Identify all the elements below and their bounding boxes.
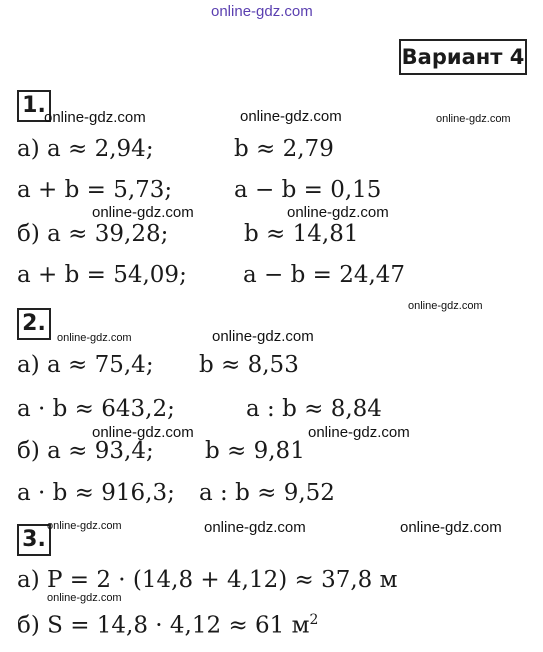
watermark: online-gdz.com (47, 592, 122, 604)
task-2-a-line-2-left: a · b ≈ 643,2; (17, 396, 175, 422)
watermark: online-gdz.com (204, 519, 306, 536)
watermark: online-gdz.com (400, 519, 502, 536)
watermark: online-gdz.com (92, 424, 194, 441)
watermark: online-gdz.com (240, 108, 342, 125)
task-3-b-superscript: 2 (309, 612, 319, 628)
task-1-b-line-1-left: б) a ≈ 39,28; (17, 221, 169, 247)
task-1-a-line-2-right: a − b = 0,15 (234, 177, 382, 203)
task-2-a-line-1-right: b ≈ 8,53 (199, 352, 299, 378)
task-3-b-line (17, 612, 318, 639)
task-2-b-line-2-right: a : b ≈ 9,52 (199, 480, 335, 506)
watermark: online-gdz.com (47, 520, 122, 532)
watermark: online-gdz.com (44, 109, 146, 126)
task-2-number: 2. (17, 308, 51, 340)
task-2-a-line-2-right: a : b ≈ 8,84 (246, 396, 382, 422)
task-1-b-line-2-right: a − b = 24,47 (243, 262, 406, 288)
task-3-number: 3. (17, 524, 51, 556)
task-1-b-line-2-left: a + b = 54,09; (17, 262, 187, 288)
task-2-b-line-1-left: б) a ≈ 93,4; (17, 438, 154, 464)
variant-title: Вариант 4 (399, 39, 527, 75)
task-1-b-line-1-right: b ≈ 14,81 (244, 221, 359, 247)
task-2-b-line-1-right: b ≈ 9,81 (205, 438, 305, 464)
watermark: online-gdz.com (308, 424, 410, 441)
task-1-a-line-2-left: a + b = 5,73; (17, 177, 173, 203)
task-3-b-text: б) S = 14,8 · 4,12 ≈ 61 м (17, 612, 310, 639)
watermark: online-gdz.com (287, 204, 389, 221)
task-2-a-line-1-left: а) a ≈ 75,4; (17, 352, 154, 378)
watermark: online-gdz.com (212, 328, 314, 345)
task-1-a-line-1-left: а) a ≈ 2,94; (17, 136, 154, 162)
watermark: online-gdz.com (57, 332, 132, 344)
task-3-a-line: а) P = 2 · (14,8 + 4,12) ≈ 37,8 м (17, 567, 398, 593)
watermark: online-gdz.com (436, 113, 511, 125)
watermark-top: online-gdz.com (211, 3, 313, 20)
task-1-a-line-1-right: b ≈ 2,79 (234, 136, 334, 162)
task-2-b-line-2-left: a · b ≈ 916,3; (17, 480, 175, 506)
watermark: online-gdz.com (408, 300, 483, 312)
task-1-number: 1. (17, 90, 51, 122)
watermark: online-gdz.com (92, 204, 194, 221)
